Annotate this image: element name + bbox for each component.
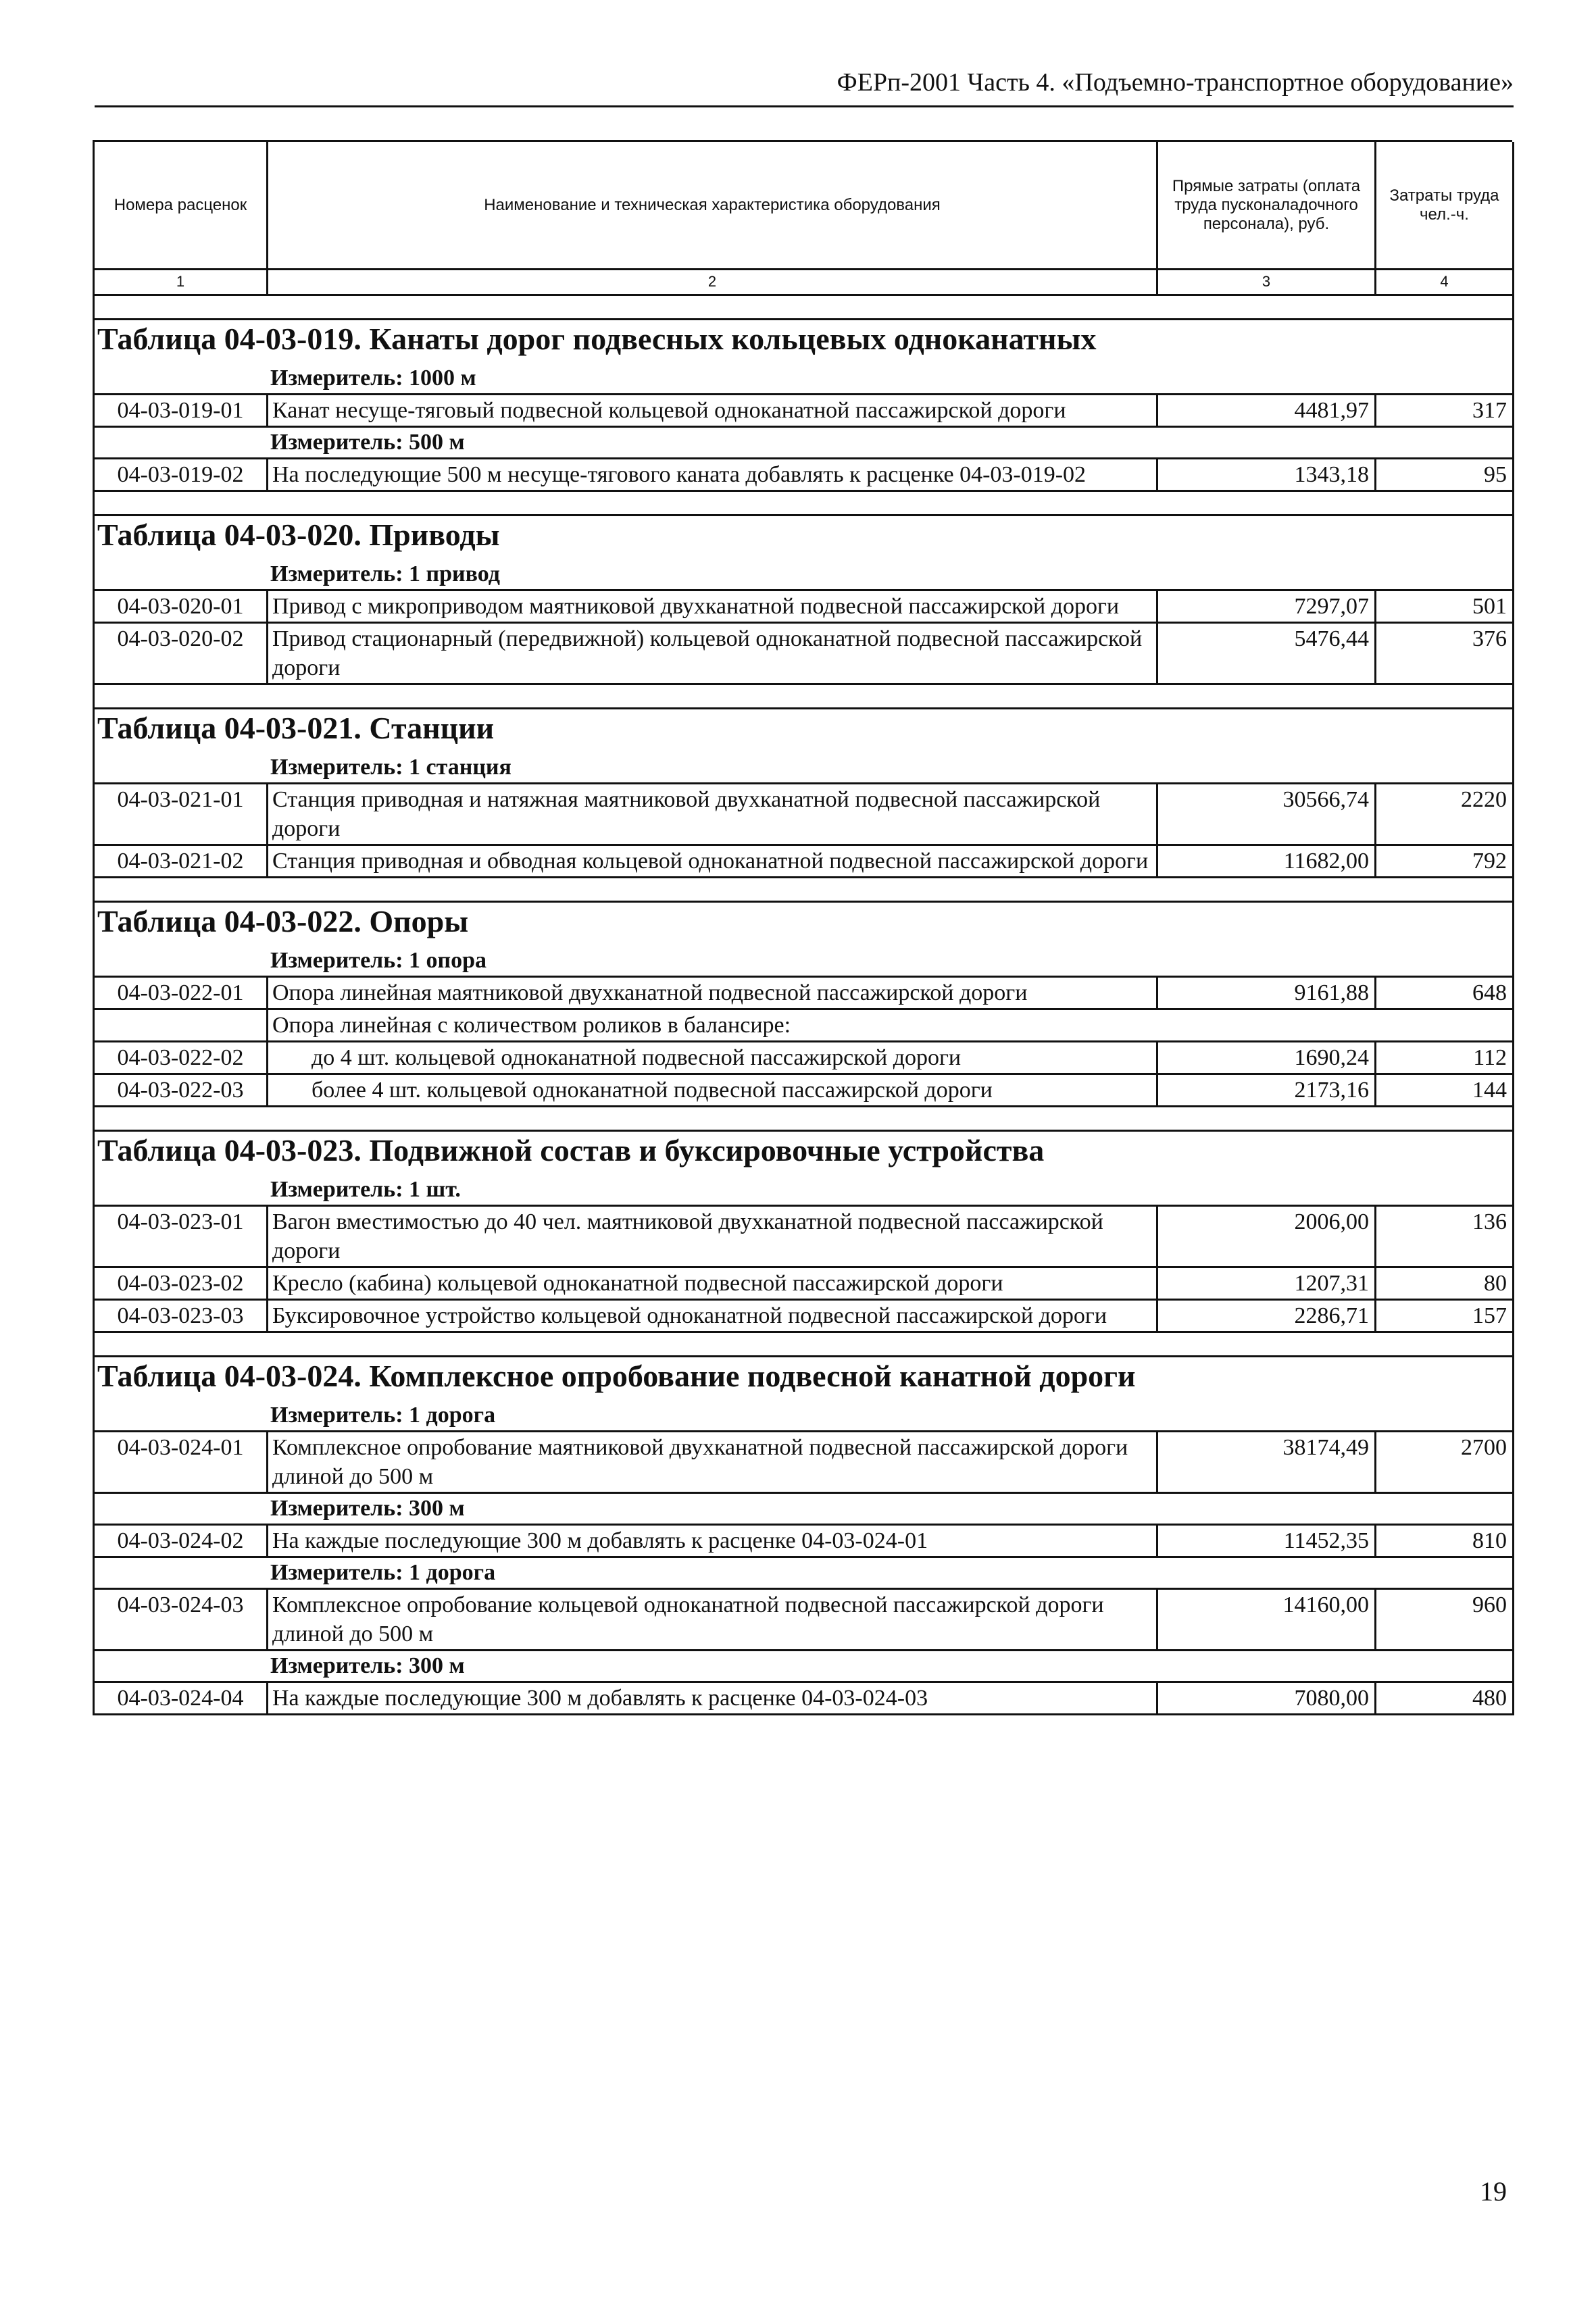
rate-description: Станция приводная и обводная кольцевой одноканатной подвесной пассажирской дороги [268,846,1158,878]
column-header-codes: Номера расценок [95,142,268,270]
direct-cost: 4481,97 [1158,395,1376,428]
rate-description: Вагон вместимостью до 40 чел. маятниковой двухканатной подвесной пассажирской дороги [268,1207,1158,1268]
rate-code: 04-03-024-01 [95,1432,268,1494]
meter-row: Измеритель: 1 дорога [95,1558,1514,1590]
direct-cost: 7080,00 [1158,1683,1376,1715]
labor-hours: 112 [1376,1042,1514,1075]
group-label: Опора линейная с количеством роликов в балансире: [268,1010,1514,1042]
direct-cost: 11452,35 [1158,1526,1376,1558]
labor-hours: 2700 [1376,1432,1514,1494]
rate-code: 04-03-022-02 [95,1042,268,1075]
price-table [93,140,1512,1715]
table-title: Таблица 04-03-021. Станции [95,709,1514,753]
rate-description: до 4 шт. кольцевой одноканатной подвесной пассажирской дороги [268,1042,1158,1075]
rate-code: 04-03-024-02 [95,1526,268,1558]
rate-code: 04-03-021-02 [95,846,268,878]
labor-hours: 80 [1376,1268,1514,1301]
direct-cost: 2006,00 [1158,1207,1376,1268]
rate-description: Комплексное опробование маятниковой двухканатной подвесной пассажирской дороги длиной до 500 м [268,1432,1158,1494]
meter-row: Измеритель: 1000 м [95,363,1514,395]
direct-cost: 30566,74 [1158,784,1376,846]
rate-description: На каждые последующие 300 м добавлять к расценке 04-03-024-01 [268,1526,1158,1558]
labor-hours: 144 [1376,1075,1514,1107]
rate-code: 04-03-019-02 [95,459,268,492]
column-number: 4 [1376,270,1514,296]
rate-description: Буксировочное устройство кольцевой одноканатной подвесной пассажирской дороги [268,1301,1158,1333]
table-title: Таблица 04-03-023. Подвижной состав и буксировочные устройства [95,1132,1514,1175]
table-spacer [95,685,1514,709]
column-header-labor: Затраты труда чел.-ч. [1376,142,1514,270]
table-spacer [95,878,1514,903]
direct-cost: 2286,71 [1158,1301,1376,1333]
labor-hours: 157 [1376,1301,1514,1333]
direct-cost: 7297,07 [1158,591,1376,624]
meter-row: Измеритель: 1 дорога [95,1401,1514,1432]
rate-code: 04-03-020-01 [95,591,268,624]
direct-cost: 38174,49 [1158,1432,1376,1494]
rate-code: 04-03-021-01 [95,784,268,846]
table-title: Таблица 04-03-019. Канаты дорог подвесных кольцевых одноканатных [95,320,1514,363]
direct-cost: 2173,16 [1158,1075,1376,1107]
labor-hours: 376 [1376,624,1514,685]
rate-description: На каждые последующие 300 м добавлять к расценке 04-03-024-03 [268,1683,1158,1715]
page-number: 19 [1480,2176,1507,2207]
labor-hours: 960 [1376,1590,1514,1651]
rate-code: 04-03-023-02 [95,1268,268,1301]
meter-row: Измеритель: 500 м [95,428,1514,459]
rate-code: 04-03-022-01 [95,978,268,1010]
labor-hours: 480 [1376,1683,1514,1715]
direct-cost: 1343,18 [1158,459,1376,492]
rate-description: На последующие 500 м несуще-тягового каната добавлять к расценке 04-03-019-02 [268,459,1158,492]
table-title: Таблица 04-03-020. Приводы [95,516,1514,559]
column-header-name: Наименование и техническая характеристика оборудования [268,142,1158,270]
direct-cost: 11682,00 [1158,846,1376,878]
meter-row: Измеритель: 300 м [95,1494,1514,1526]
rate-code: 04-03-019-01 [95,395,268,428]
labor-hours: 792 [1376,846,1514,878]
rate-description: Канат несуще-тяговый подвесной кольцевой одноканатной пассажирской дороги [268,395,1158,428]
column-number: 1 [95,270,268,296]
table-spacer [95,296,1514,320]
rate-code: 04-03-023-03 [95,1301,268,1333]
column-number: 2 [268,270,1158,296]
rate-code: 04-03-024-03 [95,1590,268,1651]
table-title: Таблица 04-03-024. Комплексное опробование подвесной канатной дороги [95,1357,1514,1401]
header-rule [95,105,1514,107]
labor-hours: 501 [1376,591,1514,624]
direct-cost: 14160,00 [1158,1590,1376,1651]
labor-hours: 317 [1376,395,1514,428]
rate-code: 04-03-022-03 [95,1075,268,1107]
rate-code: 04-03-023-01 [95,1207,268,1268]
labor-hours: 810 [1376,1526,1514,1558]
rate-description: Привод с микроприводом маятниковой двухканатной подвесной пассажирской дороги [268,591,1158,624]
running-header: ФЕРп-2001 Часть 4. «Подъемно-транспортное оборудование» [837,68,1514,97]
rate-code: 04-03-020-02 [95,624,268,685]
rate-description: Станция приводная и натяжная маятниковой двухканатной подвесной пассажирской дороги [268,784,1158,846]
table-spacer [95,1107,1514,1132]
meter-row: Измеритель: 300 м [95,1651,1514,1683]
direct-cost: 1690,24 [1158,1042,1376,1075]
column-header-cost: Прямые затраты (оплата труда пусконаладочного персонала), руб. [1158,142,1376,270]
labor-hours: 2220 [1376,784,1514,846]
labor-hours: 648 [1376,978,1514,1010]
labor-hours: 136 [1376,1207,1514,1268]
meter-row: Измеритель: 1 опора [95,946,1514,978]
rate-code: 04-03-024-04 [95,1683,268,1715]
table-spacer [95,492,1514,516]
rate-description: Комплексное опробование кольцевой одноканатной подвесной пассажирской дороги длиной до 500 м [268,1590,1158,1651]
rate-description: более 4 шт. кольцевой одноканатной подвесной пассажирской дороги [268,1075,1158,1107]
direct-cost: 9161,88 [1158,978,1376,1010]
group-code-cell [95,1010,268,1042]
table-spacer [95,1333,1514,1357]
rate-description: Опора линейная маятниковой двухканатной подвесной пассажирской дороги [268,978,1158,1010]
meter-row: Измеритель: 1 привод [95,559,1514,591]
table-title: Таблица 04-03-022. Опоры [95,903,1514,946]
direct-cost: 1207,31 [1158,1268,1376,1301]
meter-row: Измеритель: 1 станция [95,753,1514,784]
column-number: 3 [1158,270,1376,296]
direct-cost: 5476,44 [1158,624,1376,685]
rate-description: Привод стационарный (передвижной) кольцевой одноканатной подвесной пассажирской дороги [268,624,1158,685]
meter-row: Измеритель: 1 шт. [95,1175,1514,1207]
rate-description: Кресло (кабина) кольцевой одноканатной подвесной пассажирской дороги [268,1268,1158,1301]
labor-hours: 95 [1376,459,1514,492]
